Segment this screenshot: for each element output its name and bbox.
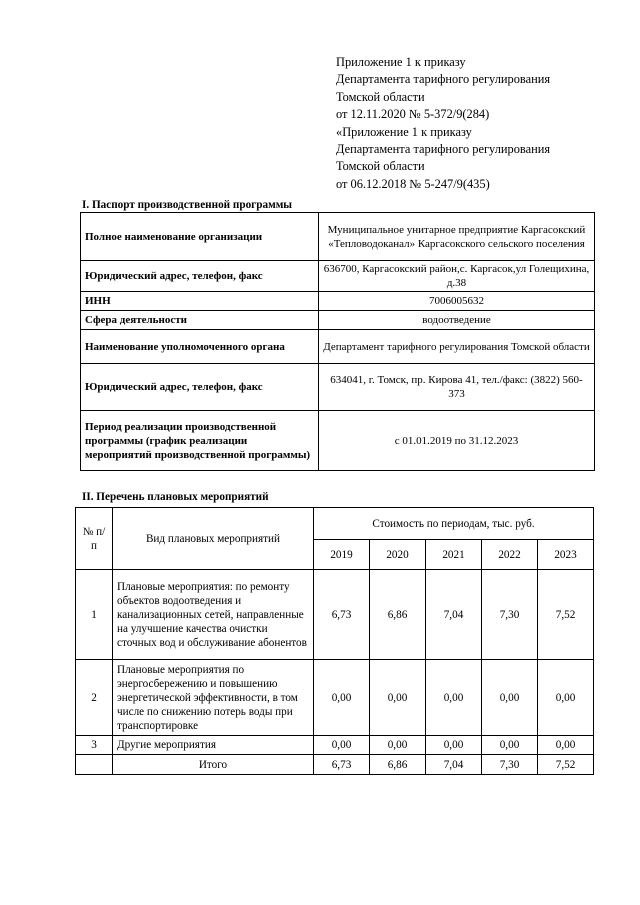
passport-table <box>80 212 595 471</box>
row-number: 1 <box>76 570 113 660</box>
section-1-title: I. Паспорт производственной программы <box>82 199 293 211</box>
header-line: Томской области <box>336 159 425 174</box>
year-header: 2023 <box>538 540 594 570</box>
cost-cell: 0,00 <box>314 736 370 755</box>
year-header: 2020 <box>370 540 426 570</box>
cost-cell: 0,00 <box>370 660 426 736</box>
table-row <box>81 411 595 471</box>
table-row <box>76 736 594 755</box>
table-total-row <box>76 755 594 775</box>
year-header: 2021 <box>426 540 482 570</box>
header-line: «Приложение 1 к приказу <box>336 124 472 139</box>
cost-cell: 0,00 <box>538 736 594 755</box>
header-line: от 06.12.2018 № 5-247/9(435) <box>336 176 490 191</box>
row-label: Юридический адрес, телефон, факс <box>81 261 319 292</box>
measure-name: Плановые мероприятия: по ремонту объектов водоотведения и канализационных сетей, направленные на улучшение качества очистки сточных вод и обслуживание абонентов <box>113 570 314 660</box>
measure-name: Плановые мероприятия по энергосбережению и повышению энергетической эффективности, в том числе по снижению потерь воды при транспортировке <box>113 660 314 736</box>
row-value: 634041, г. Томск, пр. Кирова 41, тел./факс: (3822) 560-373 <box>319 364 595 411</box>
section-2-title: II. Перечень плановых мероприятий <box>82 491 269 503</box>
column-header-name: Вид плановых мероприятий <box>113 508 314 570</box>
row-label: Наименование уполномоченного органа <box>81 330 319 364</box>
row-label: ИНН <box>81 292 319 311</box>
row-label: Период реализации производственной программы (график реализации мероприятий производственной программы) <box>81 411 319 471</box>
row-label: Юридический адрес, телефон, факс <box>81 364 319 411</box>
cost-cell: 0,00 <box>370 736 426 755</box>
column-header-cost: Стоимость по периодам, тыс. руб. <box>314 508 594 540</box>
cost-cell: 6,73 <box>314 570 370 660</box>
table-header-row <box>76 508 594 540</box>
total-cell: 7,52 <box>538 755 594 775</box>
row-number: 3 <box>76 736 113 755</box>
header-line: Департамента тарифного регулирования <box>336 142 551 157</box>
table-row <box>81 261 595 292</box>
row-value: 636700, Каргасокский район,с. Каргасок,ул Голещихина, д.38 <box>319 261 595 292</box>
document-header <box>336 54 626 193</box>
row-value: 7006005632 <box>319 292 595 311</box>
total-cell: 7,04 <box>426 755 482 775</box>
cost-cell: 0,00 <box>426 736 482 755</box>
planned-measures-table <box>75 507 594 775</box>
cost-cell: 7,52 <box>538 570 594 660</box>
cost-cell: 0,00 <box>482 660 538 736</box>
header-line: Томской области <box>336 89 425 104</box>
cost-cell: 6,86 <box>370 570 426 660</box>
row-label: Сфера деятельности <box>81 311 319 330</box>
total-cell: 6,86 <box>370 755 426 775</box>
table-row <box>81 213 595 261</box>
cost-cell: 7,30 <box>482 570 538 660</box>
table-row <box>81 292 595 311</box>
header-line: Департамента тарифного регулирования <box>336 72 551 87</box>
cost-cell: 0,00 <box>538 660 594 736</box>
cost-cell: 0,00 <box>314 660 370 736</box>
table-row <box>76 570 594 660</box>
header-line: от 12.11.2020 № 5-372/9(284) <box>336 107 490 122</box>
cost-cell: 0,00 <box>482 736 538 755</box>
table-row <box>76 660 594 736</box>
year-header: 2022 <box>482 540 538 570</box>
row-number: 2 <box>76 660 113 736</box>
row-number-empty <box>76 755 113 775</box>
year-header: 2019 <box>314 540 370 570</box>
cost-cell: 7,04 <box>426 570 482 660</box>
measure-name: Другие мероприятия <box>113 736 314 755</box>
table-row <box>81 311 595 330</box>
row-value: Департамент тарифного регулирования Томской области <box>319 330 595 364</box>
row-value: с 01.01.2019 по 31.12.2023 <box>319 411 595 471</box>
table-row <box>81 364 595 411</box>
row-value: Муниципальное унитарное предприятие Каргасокский «Тепловодоканал» Каргасокского сельского поселения <box>319 213 595 261</box>
total-cell: 7,30 <box>482 755 538 775</box>
table-row <box>81 330 595 364</box>
total-cell: 6,73 <box>314 755 370 775</box>
total-label: Итого <box>113 755 314 775</box>
row-value: водоотведение <box>319 311 595 330</box>
header-line: Приложение 1 к приказу <box>336 55 466 69</box>
row-label: Полное наименование организации <box>81 213 319 261</box>
column-header-number: № п/п <box>76 508 113 570</box>
cost-cell: 0,00 <box>426 660 482 736</box>
